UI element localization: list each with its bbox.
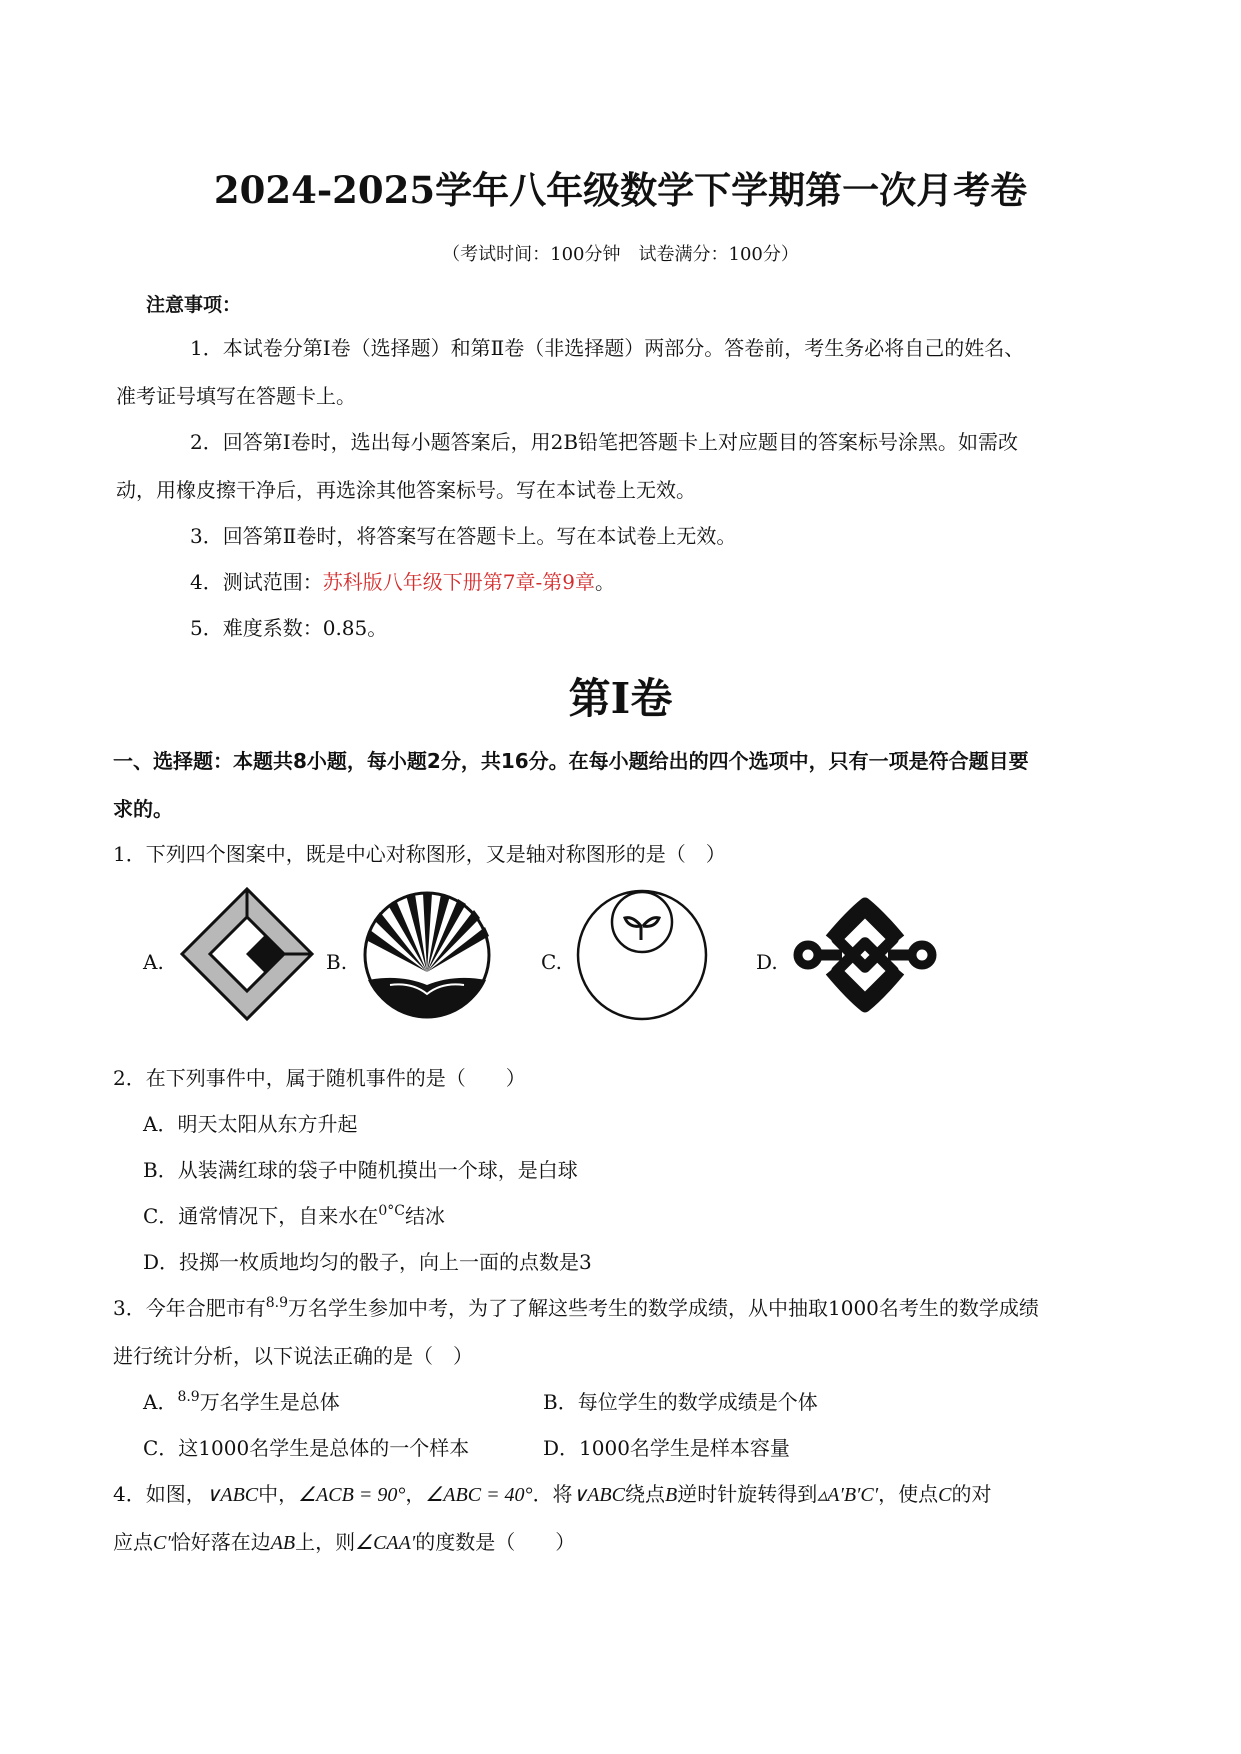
question-3-stem-cont: 进行统计分析，以下说法正确的是（ ） xyxy=(113,1344,473,1368)
notice-heading: 注意事项： xyxy=(146,294,242,316)
q4-triangle-abc: ∨ABC xyxy=(205,1484,259,1506)
q4-text-2: 中， xyxy=(258,1482,299,1506)
q4-l2-text-1: 应点 xyxy=(113,1530,153,1554)
q3-option-a-number: 8.9 xyxy=(177,1389,200,1405)
q2-option-c-temp: 0°C xyxy=(378,1203,405,1219)
q1-option-a-label: A. xyxy=(143,950,164,974)
notice-item-4 xyxy=(190,566,615,595)
notice-item-3: 3．回答第Ⅱ卷时，将答案写在答题卡上。写在本试卷上无效。 xyxy=(190,524,737,548)
notice-item-2: 2．回答第Ⅰ卷时，选出每小题答案后，用2B铅笔把答题卡上对应题目的答案标号涂黑。如需改 xyxy=(190,430,1019,454)
q4-point-c-prime: C′ xyxy=(153,1532,171,1554)
notice-item-5: 5．难度系数：0.85。 xyxy=(190,616,388,640)
q3-option-d: D．1000名学生是样本容量 xyxy=(543,1436,790,1460)
q2-option-a: A．明天太阳从东方升起 xyxy=(143,1112,358,1136)
q1-figure-b xyxy=(360,890,495,1020)
q4-angle-caa: ∠CAA′ xyxy=(355,1532,416,1554)
q3-stem-suffix: 万名学生参加中考，为了了解这些考生的数学成绩，从中抽取1000名考生的数学成绩 xyxy=(288,1296,1039,1320)
q4-l2-text-3: 上，则 xyxy=(295,1530,356,1554)
q4-text-8: 的对 xyxy=(951,1482,992,1506)
notice-item-2-cont: 动，用橡皮擦干净后，再选涂其他答案标号。写在本试卷上无效。 xyxy=(116,478,696,502)
q4-text-3: ， xyxy=(405,1482,426,1506)
volume-heading: 第Ⅰ卷 xyxy=(568,674,673,723)
q1-figure-c xyxy=(575,888,710,1023)
q4-point-c: C xyxy=(938,1484,952,1506)
notice-item-4-suffix: 。 xyxy=(594,570,615,594)
notice-item-1-cont: 准考证号填写在答题卡上。 xyxy=(116,384,356,408)
q2-option-c-prefix: C．通常情况下，自来水在 xyxy=(143,1204,379,1228)
q4-angle-acb: ∠ACB = 90° xyxy=(298,1484,406,1506)
q1-figure-d xyxy=(790,895,940,1015)
q3-option-a xyxy=(143,1386,340,1415)
q4-l2-text-2: 恰好落在边 xyxy=(170,1530,271,1554)
exam-title: 2024-2025学年八年级数学下学期第一次月考卷 xyxy=(213,168,1028,212)
exam-subtitle: （考试时间：100分钟 试卷满分：100分） xyxy=(442,244,799,265)
q3-option-a-suffix: 万名学生是总体 xyxy=(199,1390,340,1414)
q3-option-b: B．每位学生的数学成绩是个体 xyxy=(543,1390,818,1414)
q4-text-5: 绕点 xyxy=(624,1482,665,1506)
question-3-stem xyxy=(113,1292,1039,1321)
q1-figure-a xyxy=(180,887,315,1022)
q2-option-b: B．从装满红球的袋子中随机摸出一个球，是白球 xyxy=(143,1158,578,1182)
question-2-stem: 2．在下列事件中，属于随机事件的是（ ） xyxy=(113,1066,526,1090)
q3-stem-prefix: 3．今年合肥市有 xyxy=(113,1296,266,1320)
q1-option-d-label: D. xyxy=(756,950,778,974)
notice-item-1: 1．本试卷分第Ⅰ卷（选择题）和第Ⅱ卷（非选择题）两部分。答卷前，考生务必将自己的姓名、 xyxy=(190,336,1025,360)
q2-option-c-suffix: 结冰 xyxy=(404,1204,445,1228)
q4-angle-abc: ∠ABC = 40° xyxy=(425,1484,533,1506)
section-heading: 一、选择题：本题共8小题，每小题2分，共16分。在每小题给出的四个选项中，只有一项是符合题目要 xyxy=(113,749,1029,773)
q4-text-6: 逆时针旋转得到 xyxy=(677,1482,818,1506)
q4-text-7: ，使点 xyxy=(878,1482,939,1506)
q2-option-d: D．投掷一枚质地均匀的骰子，向上一面的点数是3 xyxy=(143,1250,592,1274)
q3-option-a-prefix: A． xyxy=(143,1390,178,1414)
q4-triangle-abc-2: ∨ABC xyxy=(572,1484,625,1506)
q4-text-4: ．将 xyxy=(532,1482,573,1506)
q1-option-b-label: B. xyxy=(326,950,348,974)
q4-l2-text-4: 的度数是（ ） xyxy=(415,1530,576,1554)
test-range: 苏科版八年级下册第7章-第9章 xyxy=(322,570,595,594)
q4-triangle-prime: ▵A′B′C′ xyxy=(817,1484,879,1506)
question-4-stem-cont xyxy=(113,1526,575,1555)
q2-option-c xyxy=(143,1200,445,1229)
notice-item-4-prefix: 4．测试范围： xyxy=(190,570,323,594)
q4-side-ab: AB xyxy=(270,1532,296,1554)
q4-text-1: 4．如图， xyxy=(113,1482,206,1506)
q3-option-c: C．这1000名学生是总体的一个样本 xyxy=(143,1436,470,1460)
q4-point-b: B xyxy=(664,1484,678,1506)
question-4-stem xyxy=(113,1478,991,1507)
q3-stem-number: 8.9 xyxy=(265,1295,288,1311)
question-1-stem: 1．下列四个图案中，既是中心对称图形，又是轴对称图形的是（ ） xyxy=(113,842,726,866)
section-heading-cont: 求的。 xyxy=(113,797,173,821)
q1-option-c-label: C. xyxy=(541,950,562,974)
